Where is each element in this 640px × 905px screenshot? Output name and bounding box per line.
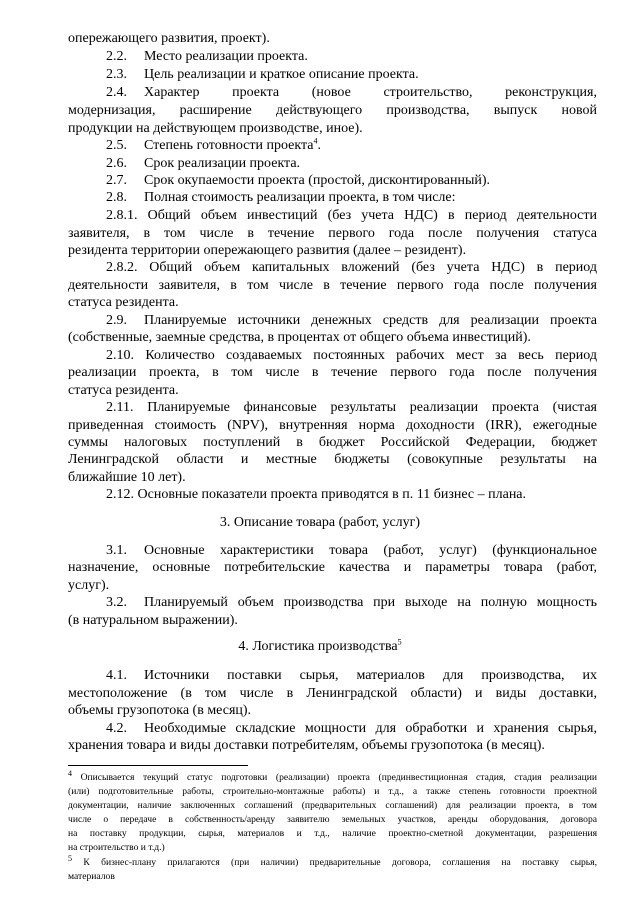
list-item: 2.8. Полная стоимость реализации проекта, в том числе:	[106, 190, 456, 205]
list-item: 2.7. Срок окупаемости проекта (простой, дисконтированный).	[106, 173, 491, 188]
list-item: 2.10. Количество создаваемых постоянных рабочих мест за весь период	[106, 348, 597, 363]
text-line: статуса резидента.	[68, 383, 179, 398]
text-line: заявителя, в том числе в течение первого года после получения статуса	[68, 226, 597, 241]
footnote-separator	[68, 765, 248, 766]
text-line: назначение, основные потребительские качества и параметры товара (работ,	[68, 560, 597, 575]
footnote-line: (или) подготовительные работы, строительно-монтажные работы) и т.д., а также степень готовности проектной	[68, 786, 597, 797]
text-line: объемы грузопотока (в месяц).	[68, 703, 252, 718]
footnote-line: на строительство и т.д.)	[68, 842, 165, 853]
list-item: 2.4. Характер проекта (новое строительство, реконструкция,	[106, 85, 597, 100]
text-line: местоположение (в том числе в Ленинградской области) и виды доставки,	[68, 686, 597, 701]
footnote-line: числе о передаче в собственность/аренду заявителю земельных участков, аренды оборудования, договора	[68, 814, 597, 825]
list-item: 2.12. Основные показатели проекта приводятся в п. 11 бизнес – плана.	[106, 487, 527, 502]
text-line: суммы налоговых поступлений в бюджет Российской Федерации, бюджет	[68, 435, 597, 450]
text-line: реализации проекта, в том числе в течение первого года после получения	[68, 365, 597, 380]
text-line: опережающего развития, проект).	[68, 31, 270, 46]
text-line: приведенная стоимость (NPV), внутренняя норма доходности (IRR), ежегодные	[68, 418, 597, 433]
list-item: 2.5. Степень готовности проекта$^4$.	[106, 136, 321, 153]
list-item: 2.2. Место реализации проекта.	[106, 49, 308, 64]
section-heading-3: 3. Описание товара (работ, услуг)	[219, 515, 421, 530]
text-line: модернизация, расширение действующего производства, выпуск новой	[68, 103, 597, 118]
text-line: (в натуральном выражении).	[68, 613, 238, 628]
list-item: 2.8.1. Общий объем инвестиций (без учета НДС) в период деятельности	[106, 208, 597, 223]
text-line: продукции на действующем производстве, иное).	[68, 121, 363, 136]
footnote-line: материалов	[68, 871, 115, 882]
list-item: 2.11. Планируемые финансовые результаты реализации проекта (чистая	[106, 400, 597, 415]
text-line: услуг).	[68, 578, 110, 593]
text-line: (собственные, заемные средства, в процентах от общего объема инвестиций).	[68, 330, 531, 345]
text-line: деятельности заявителя, в том числе в течение первого года после получения	[68, 278, 597, 293]
text-line: Ленинградской области и местные бюджеты (совокупные результаты на	[68, 452, 597, 467]
text-line: хранения товара и виды доставки потребителям, объемы грузопотока (в месяц).	[68, 738, 545, 753]
list-item: 2.8.2. Общий объем капитальных вложений (без учета НДС) в период	[106, 260, 597, 275]
footnote-4: $^4$ Описывается текущий статус подготовки (реализации) проекта (прединвестиционная стадия, стадия реализации	[68, 768, 597, 783]
section-heading-4: 4. Логистика производства$^5$	[238, 637, 402, 654]
text-line: статуса резидента.	[68, 295, 179, 310]
list-item: 4.1. Источники поставки сырья, материалов для производства, их	[106, 668, 597, 683]
list-item: 2.6. Срок реализации проекта.	[106, 156, 301, 171]
text-line: ближайшие 10 лет).	[68, 470, 186, 485]
text-line: резидента территории опережающего развития (далее – резидент).	[68, 243, 467, 258]
list-item: 4.2. Необходимые складские мощности для обработки и хранения сырья,	[106, 721, 597, 736]
footnote-line: документации, наличие заключенных соглашений (предварительных соглашений) для реализации проекта, в том	[68, 800, 597, 811]
list-item: 2.9. Планируемые источники денежных средств для реализации проекта	[106, 313, 597, 328]
list-item: 3.2. Планируемый объем производства при выходе на полную мощность	[106, 595, 597, 610]
list-item: 2.3. Цель реализации и краткое описание проекта.	[106, 67, 419, 82]
list-item: 3.1. Основные характеристики товара (работ, услуг) (функциональное	[106, 543, 597, 558]
footnote-line: на поставку продукции, сырья, материалов и т.д., наличие проектно-сметной документации, разрешения	[68, 828, 597, 839]
footnote-5: $^5$ К бизнес-плану прилагаются (при наличии) предварительные договора, соглашения на поставку сырья,	[68, 853, 597, 868]
